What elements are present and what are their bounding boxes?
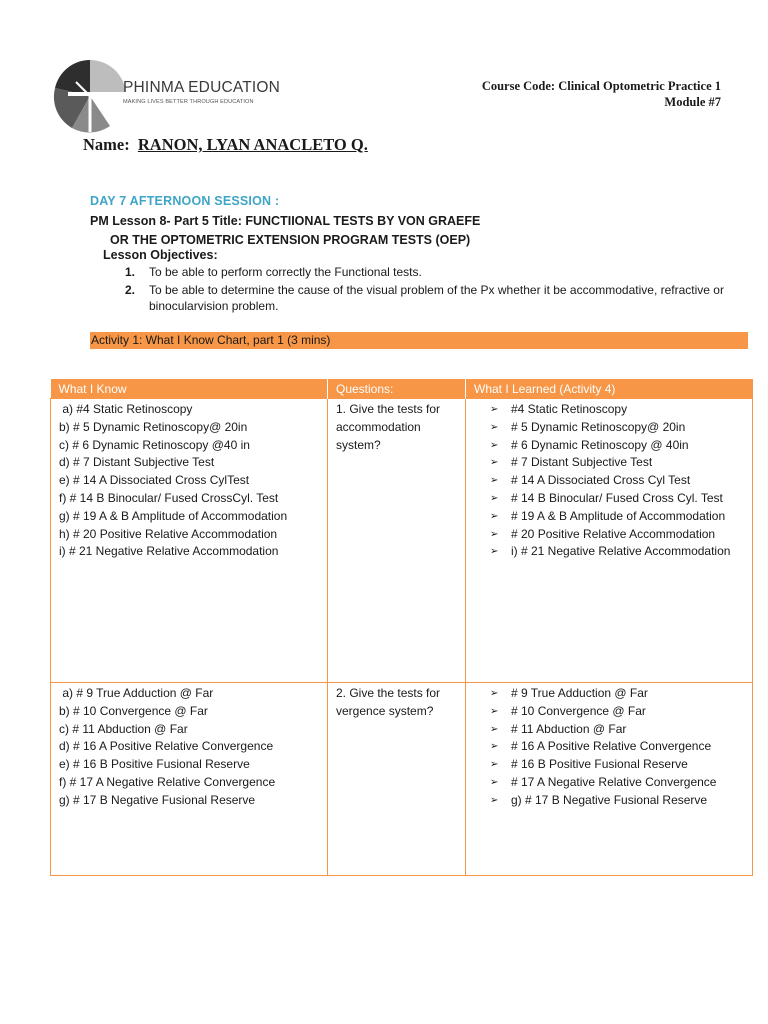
course-code: Course Code: Clinical Optometric Practice 1 — [481, 79, 721, 93]
question-cell — [328, 399, 466, 683]
list-item: ➢ # 6 Dynamic Retinoscopy @ 40in — [490, 437, 752, 455]
know-item: g) # 17 B Negative Fusional Reserve — [59, 792, 256, 807]
activity-title: Activity 1: What I Know Chart, part 1 (3 mins) — [91, 333, 331, 347]
know-item: h) # 20 Positive Relative Accommodation — [59, 526, 278, 541]
list-item: ➢ # 14 B Binocular/ Fused Cross Cyl. Test — [490, 490, 752, 508]
table-header-row — [51, 379, 753, 399]
question-text: 1. Give the tests for accommodation system? — [336, 402, 441, 452]
list-item: ➢ # 20 Positive Relative Accommodation — [490, 526, 752, 544]
list-item: ➢ g) # 17 B Negative Fusional Reserve — [490, 792, 752, 810]
arrow-bullet-icon: ➢ — [490, 546, 499, 558]
learned-cell — [466, 399, 753, 683]
know-cell — [51, 399, 328, 683]
brand-tagline: MAKING LIVES BETTER THROUGH EDUCATION — [123, 99, 254, 105]
arrow-bullet-icon: ➢ — [490, 404, 499, 415]
learned-list — [474, 401, 752, 561]
question-cell — [328, 683, 466, 876]
list-item: ➢ # 14 A Dissociated Cross Cyl Test — [490, 472, 752, 490]
arrow-bullet-icon: ➢ — [490, 776, 499, 788]
list-item: ➢ #4 Static Retinoscopy — [490, 401, 752, 419]
lesson-title-line1: PM Lesson 8- Part 5 Title: FUNCTIIONAL TESTS BY VON GRAEFE — [90, 214, 481, 228]
brand-name: PHINMA EDUCATION — [123, 79, 281, 96]
arrow-bullet-icon: ➢ — [490, 741, 499, 753]
session-heading: DAY 7 AFTERNOON SESSION : — [90, 194, 280, 208]
name-label: Name: — [83, 135, 130, 154]
header-questions: Questions: — [328, 379, 466, 399]
know-item: f) # 14 B Binocular/ Fused CrossCyl. Test — [59, 490, 279, 505]
arrow-bullet-icon: ➢ — [490, 457, 499, 469]
arrow-bullet-icon: ➢ — [490, 723, 499, 735]
know-item: i) # 21 Negative Relative Accommodation — [59, 544, 279, 559]
know-item: e) # 14 A Dissociated Cross CylTest — [59, 473, 250, 488]
objective-number: 1. — [125, 265, 136, 279]
know-item: d) # 16 A Positive Relative Convergence — [59, 739, 274, 754]
list-item: ➢ # 11 Abduction @ Far — [490, 721, 752, 739]
arrow-bullet-icon: ➢ — [490, 510, 499, 522]
list-item: ➢ # 16 A Positive Relative Convergence — [490, 738, 752, 756]
header-what-i-learned: What I Learned (Activity 4) — [466, 379, 753, 399]
activity-banner — [90, 332, 748, 349]
know-item: b) # 5 Dynamic Retinoscopy@ 20in — [59, 419, 248, 434]
header-what-i-know: What I Know — [51, 379, 328, 399]
arrow-bullet-icon: ➢ — [490, 705, 499, 717]
learned-cell — [466, 683, 753, 876]
know-item: a) #4 Static Retinoscopy — [59, 402, 193, 416]
arrow-bullet-icon: ➢ — [490, 492, 499, 504]
list-item: ➢ # 9 True Adduction @ Far — [490, 685, 752, 703]
course-info — [482, 78, 721, 110]
know-item: g) # 19 A & B Amplitude of Accommodation — [59, 508, 288, 523]
objective-number: 2. — [125, 283, 136, 297]
know-item: e) # 16 B Positive Fusional Reserve — [59, 757, 250, 772]
learned-list — [474, 685, 752, 810]
list-item: ➢ # 19 A & B Amplitude of Accommodation — [490, 508, 752, 526]
arrow-bullet-icon: ➢ — [490, 688, 499, 699]
lesson-title-line2: OR THE OPTOMETRIC EXTENSION PROGRAM TESTS (OEP) — [110, 233, 471, 247]
know-item: a) # 9 True Adduction @ Far — [59, 686, 214, 700]
question-text: 2. Give the tests for vergence system? — [336, 686, 441, 718]
student-name — [83, 135, 368, 155]
list-item: ➢ # 16 B Positive Fusional Reserve — [490, 756, 752, 774]
name-value: RANON, LYAN ANACLETO Q. — [137, 135, 368, 154]
objective-text: To be able to determine the cause of the visual problem of the Px whether it be accommodative, refractive or binocularvision problem. — [149, 283, 724, 313]
list-item: ➢ # 7 Distant Subjective Test — [490, 454, 752, 472]
table-row — [51, 399, 753, 683]
arrow-bullet-icon: ➢ — [490, 794, 499, 806]
arrow-bullet-icon: ➢ — [490, 528, 499, 540]
arrow-bullet-icon: ➢ — [490, 759, 499, 771]
table-row — [51, 683, 753, 876]
know-cell — [51, 683, 328, 876]
arrow-bullet-icon: ➢ — [490, 439, 499, 451]
objectives-heading: Lesson Objectives: — [103, 248, 218, 262]
list-item: ➢ # 10 Convergence @ Far — [490, 703, 752, 721]
list-item: ➢ # 5 Dynamic Retinoscopy@ 20in — [490, 419, 752, 437]
phinma-logo — [50, 56, 130, 136]
know-item: b) # 10 Convergence @ Far — [59, 703, 208, 718]
know-item: c) # 11 Abduction @ Far — [59, 721, 188, 736]
arrow-bullet-icon: ➢ — [490, 421, 499, 433]
list-item: ➢ # 17 A Negative Relative Convergence — [490, 774, 752, 792]
know-item: d) # 7 Distant Subjective Test — [59, 455, 215, 470]
know-item: c) # 6 Dynamic Retinoscopy @40 in — [59, 437, 250, 452]
kwl-chart — [50, 379, 753, 876]
arrow-bullet-icon: ➢ — [490, 475, 499, 487]
brand — [123, 79, 280, 105]
know-item: f) # 17 A Negative Relative Convergence — [59, 774, 276, 789]
module-number: Module #7 — [664, 95, 721, 109]
list-item: ➢ i) # 21 Negative Relative Accommodation — [490, 543, 752, 561]
objective-text: To be able to perform correctly the Functional tests. — [149, 265, 422, 279]
